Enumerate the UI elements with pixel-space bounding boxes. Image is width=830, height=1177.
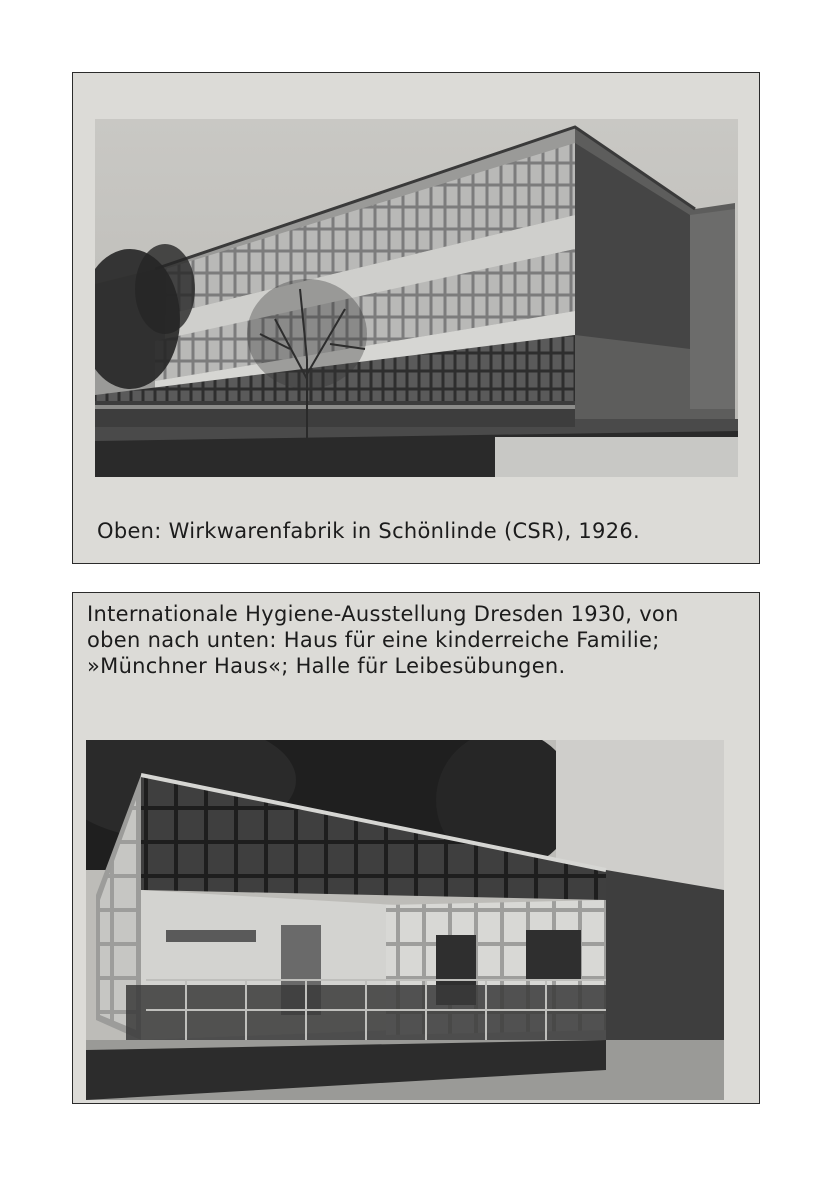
caption-line-1: Internationale Hygiene-Ausstellung Dresden 1930, von — [87, 602, 679, 626]
caption-line-3: »Münchner Haus«; Halle für Leibesübungen. — [87, 654, 566, 678]
photo-caption-bottom — [87, 601, 752, 679]
exhibition-hall-photo — [86, 740, 724, 1100]
photo-caption-top: Oben: Wirkwarenfabrik in Schönlinde (CSR), 1926. — [97, 519, 641, 543]
caption-line-2: oben nach unten: Haus für eine kinderreiche Familie; — [87, 628, 660, 652]
photo-panel-bottom — [72, 592, 760, 1104]
photo-panel-top — [72, 72, 760, 564]
factory-photo — [95, 119, 738, 477]
